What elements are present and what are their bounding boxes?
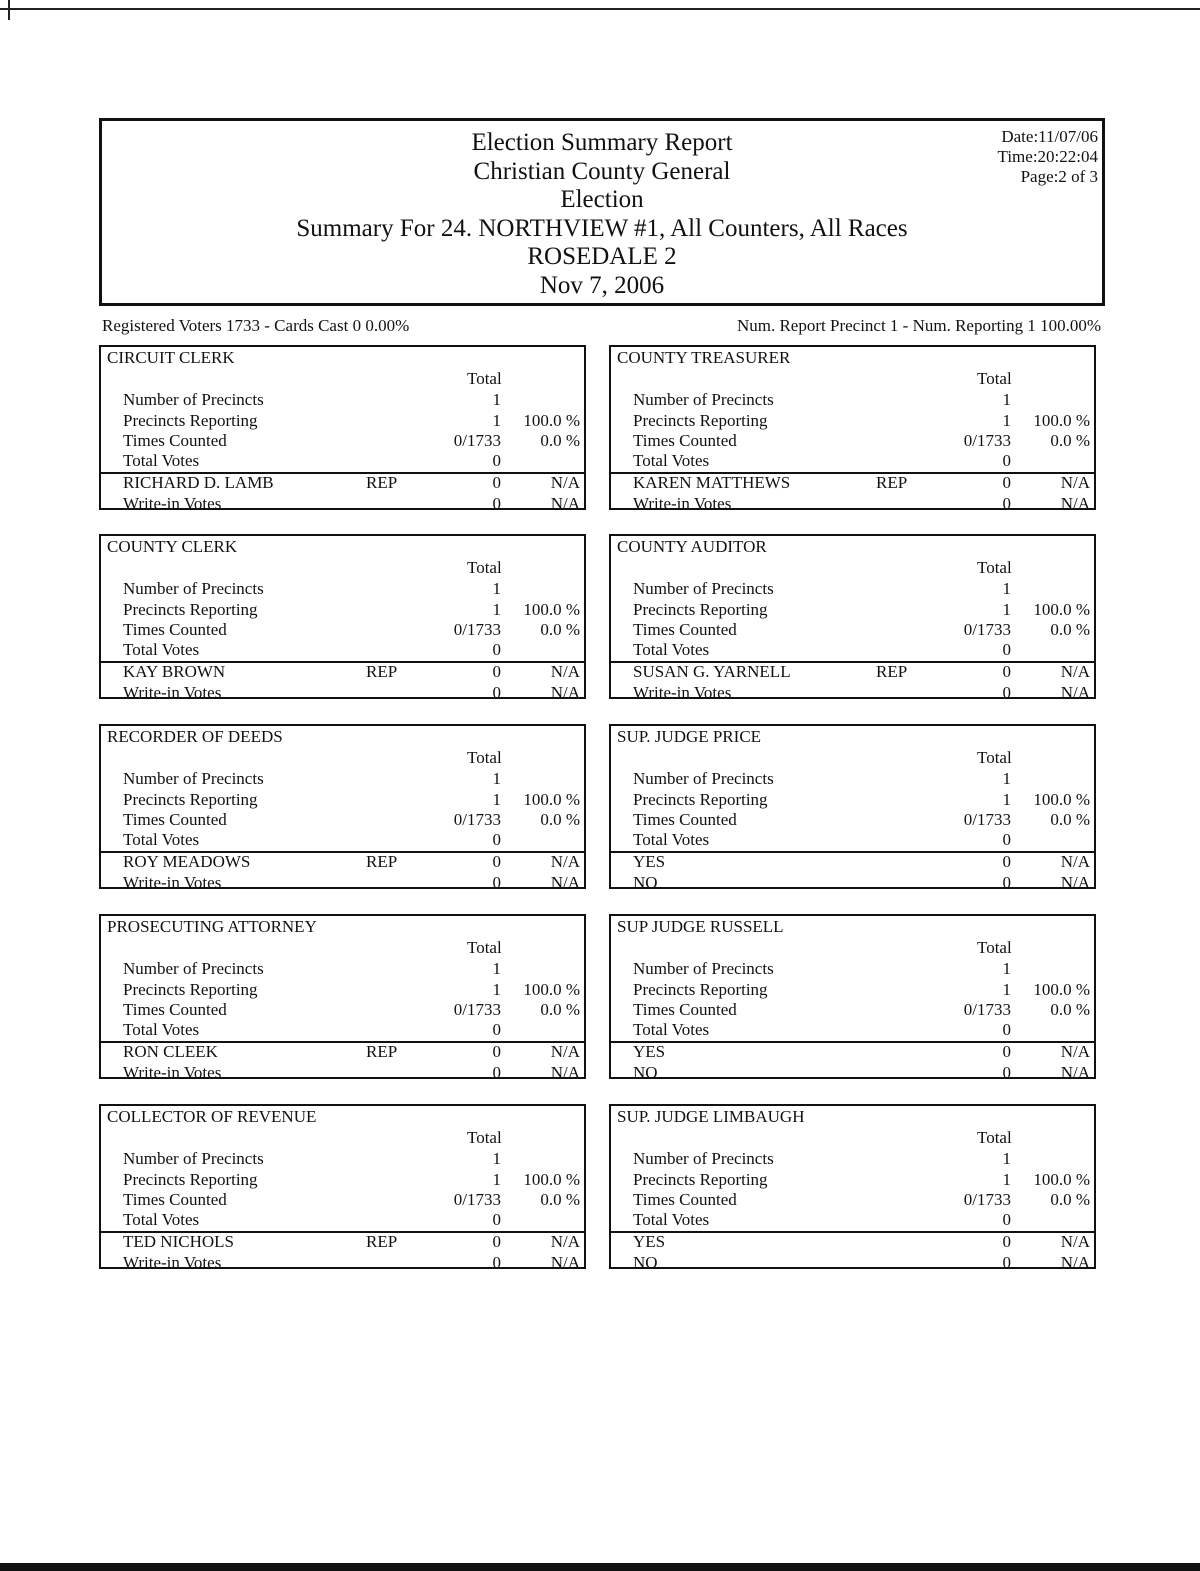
stat-value: 1 (1002, 411, 1011, 430)
stat-percent: 100.0 % (523, 980, 580, 999)
choice-name: RICHARD D. LAMB (123, 473, 274, 492)
title-line: ROSEDALE 2 (527, 243, 677, 271)
choice-party: REP (366, 473, 398, 492)
choice-row (101, 1042, 584, 1062)
stat-label: Times Counted (123, 620, 227, 639)
choice-percent: N/A (1060, 1253, 1090, 1272)
stat-percent: 0.0 % (1050, 620, 1090, 639)
choice-name: SUSAN G. YARNELL (633, 662, 791, 681)
stat-value: 1 (1002, 769, 1011, 788)
stat-value: 1 (492, 790, 501, 809)
choice-party: REP (876, 473, 908, 492)
stat-label: Precincts Reporting (633, 411, 768, 430)
total-column-header: Total (467, 369, 502, 388)
choice-row (101, 873, 584, 893)
choice-percent: N/A (550, 1063, 580, 1082)
report-time: Time:20:22:04 (997, 147, 1098, 166)
race-title: COUNTY CLERK (107, 537, 238, 556)
race-title: SUP. JUDGE PRICE (617, 727, 762, 746)
stat-label: Number of Precincts (123, 769, 264, 788)
stat-label: Number of Precincts (633, 579, 774, 598)
choice-row (101, 1253, 584, 1273)
stat-value: 1 (1002, 980, 1011, 999)
choice-votes: 0 (1002, 1042, 1011, 1061)
choice-name: NO (633, 873, 658, 892)
stat-row (611, 980, 1094, 1000)
total-column-header: Total (977, 1128, 1012, 1147)
stat-row (101, 640, 584, 660)
stat-value: 0 (492, 451, 501, 470)
title-line: Nov 7, 2006 (539, 271, 665, 299)
choice-percent: N/A (550, 1042, 580, 1061)
choice-percent: N/A (550, 683, 580, 702)
choice-row (611, 662, 1094, 682)
total-column-header: Total (467, 938, 502, 957)
stat-label: Precincts Reporting (633, 790, 768, 809)
stat-value: 1 (492, 579, 501, 598)
total-column-header: Total (467, 1128, 502, 1147)
stat-label: Total Votes (633, 451, 710, 470)
choice-party: REP (876, 662, 908, 681)
stat-label: Total Votes (633, 640, 710, 659)
stat-percent: 0.0 % (1050, 431, 1090, 450)
choice-percent: N/A (1060, 683, 1090, 702)
scan-edge-left (8, 0, 10, 20)
choice-name: YES (633, 1042, 666, 1061)
choice-name: Write-in Votes (633, 683, 732, 702)
choice-name: TED NICHOLS (123, 1232, 234, 1251)
choice-name: KAREN MATTHEWS (633, 473, 791, 492)
stat-row (101, 1020, 584, 1040)
stat-value: 1 (1002, 1149, 1011, 1168)
stat-percent: 0.0 % (540, 810, 580, 829)
stat-value: 1 (1002, 600, 1011, 619)
total-column-header: Total (467, 558, 502, 577)
report-title-block (102, 129, 1102, 301)
choice-votes: 0 (1002, 1232, 1011, 1251)
stat-row (101, 1210, 584, 1230)
choice-percent: N/A (1060, 1232, 1090, 1251)
choice-percent: N/A (1060, 1063, 1090, 1082)
stat-label: Times Counted (633, 1190, 737, 1209)
stat-row (101, 1190, 584, 1210)
stat-label: Times Counted (123, 431, 227, 450)
race-title: RECORDER OF DEEDS (107, 727, 283, 746)
title-line: Summary For 24. NORTHVIEW #1, All Counters, All Races (296, 214, 908, 242)
stat-label: Times Counted (633, 810, 737, 829)
stat-percent: 0.0 % (540, 431, 580, 450)
race-box (609, 724, 1096, 892)
stat-label: Times Counted (633, 620, 737, 639)
stat-label: Precincts Reporting (123, 980, 258, 999)
stat-row (101, 390, 584, 410)
stat-row (611, 431, 1094, 451)
choice-row (611, 852, 1094, 872)
race-title: COLLECTOR OF REVENUE (107, 1107, 317, 1126)
stat-percent: 0.0 % (540, 1000, 580, 1019)
choice-name: NO (633, 1253, 658, 1272)
choice-votes: 0 (1002, 473, 1011, 492)
choice-votes: 0 (1002, 873, 1011, 892)
race-title: SUP JUDGE RUSSELL (617, 917, 784, 936)
choice-percent: N/A (550, 1232, 580, 1251)
choice-votes: 0 (492, 662, 501, 681)
stat-row (611, 1000, 1094, 1020)
total-column-header: Total (977, 938, 1012, 957)
stat-row (101, 620, 584, 640)
choice-percent: N/A (1060, 852, 1090, 871)
stat-value: 0 (492, 640, 501, 659)
stat-label: Times Counted (123, 1190, 227, 1209)
race-box (99, 724, 586, 892)
stat-row (101, 959, 584, 979)
stat-row (611, 411, 1094, 431)
report-page: Page:2 of 3 (1020, 167, 1098, 186)
stat-row (101, 1149, 584, 1169)
choice-name: YES (633, 852, 666, 871)
choice-row (611, 1063, 1094, 1083)
choice-row (611, 1042, 1094, 1062)
stat-label: Precincts Reporting (123, 790, 258, 809)
choice-name: Write-in Votes (123, 494, 222, 513)
stat-label: Precincts Reporting (123, 411, 258, 430)
stat-label: Number of Precincts (633, 1149, 774, 1168)
race-title: CIRCUIT CLERK (107, 348, 235, 367)
stat-row (101, 431, 584, 451)
stat-value: 0/1733 (453, 810, 501, 829)
stat-row (101, 451, 584, 471)
choice-name: NO (633, 1063, 658, 1082)
stat-row (611, 790, 1094, 810)
stat-value: 1 (1002, 959, 1011, 978)
choice-votes: 0 (492, 1232, 501, 1251)
choice-votes: 0 (492, 852, 501, 871)
total-column-header: Total (467, 748, 502, 767)
choice-name: Write-in Votes (123, 1253, 222, 1272)
stat-percent: 0.0 % (1050, 1000, 1090, 1019)
report-meta (998, 127, 1098, 187)
choice-percent: N/A (550, 873, 580, 892)
scan-edge-bottom (0, 1563, 1200, 1571)
report-header (99, 118, 1105, 306)
stat-value: 0 (1002, 830, 1011, 849)
stat-label: Total Votes (123, 1210, 200, 1229)
choice-name: YES (633, 1232, 666, 1251)
choice-name: Write-in Votes (123, 873, 222, 892)
stat-row (611, 1190, 1094, 1210)
choice-row (611, 683, 1094, 703)
stat-percent: 100.0 % (523, 1170, 580, 1189)
stat-value: 1 (492, 1170, 501, 1189)
stat-percent: 0.0 % (1050, 810, 1090, 829)
stat-percent: 100.0 % (1033, 790, 1090, 809)
choice-votes: 0 (492, 1042, 501, 1061)
stat-row (611, 451, 1094, 471)
stat-percent: 100.0 % (523, 790, 580, 809)
stat-percent: 0.0 % (1050, 1190, 1090, 1209)
choice-percent: N/A (550, 852, 580, 871)
stat-percent: 100.0 % (1033, 411, 1090, 430)
choice-percent: N/A (550, 1253, 580, 1272)
stat-row (611, 810, 1094, 830)
stat-label: Precincts Reporting (123, 1170, 258, 1189)
stat-row (101, 810, 584, 830)
stat-value: 0 (492, 1020, 501, 1039)
title-line: Election Summary Report (471, 129, 733, 156)
stat-row (611, 769, 1094, 789)
choice-votes: 0 (1002, 683, 1011, 702)
stat-row (101, 1000, 584, 1020)
choice-percent: N/A (1060, 1042, 1090, 1061)
stat-value: 0/1733 (453, 1000, 501, 1019)
stat-value: 0/1733 (453, 620, 501, 639)
race-title: COUNTY TREASURER (617, 348, 791, 367)
stat-value: 1 (1002, 579, 1011, 598)
stat-value: 0/1733 (963, 431, 1011, 450)
registered-voters-summary: Registered Voters 1733 - Cards Cast 0 0.00% (102, 316, 410, 335)
choice-votes: 0 (492, 473, 501, 492)
stat-row (101, 769, 584, 789)
stat-value: 0/1733 (963, 1190, 1011, 1209)
stat-value: 0/1733 (963, 810, 1011, 829)
stat-row (101, 1170, 584, 1190)
race-title: SUP. JUDGE LIMBAUGH (617, 1107, 805, 1126)
report-date: Date:11/07/06 (1001, 127, 1098, 146)
stat-label: Number of Precincts (123, 390, 264, 409)
stat-label: Times Counted (123, 1000, 227, 1019)
precinct-reporting-summary: Num. Report Precinct 1 - Num. Reporting 1 100.00% (736, 316, 1101, 335)
stat-row (611, 600, 1094, 620)
choice-votes: 0 (1002, 1063, 1011, 1082)
stat-row (611, 390, 1094, 410)
choice-row (101, 494, 584, 514)
stat-label: Precincts Reporting (123, 600, 258, 619)
choice-votes: 0 (1002, 494, 1011, 513)
choice-party: REP (366, 662, 398, 681)
stat-label: Total Votes (123, 1020, 200, 1039)
stat-label: Times Counted (633, 431, 737, 450)
title-line: Christian County General (473, 157, 731, 185)
choice-row (101, 473, 584, 493)
stat-row (611, 1170, 1094, 1190)
choice-name: Write-in Votes (123, 683, 222, 702)
total-column-header: Total (977, 369, 1012, 388)
race-box (609, 1104, 1096, 1272)
stat-value: 1 (1002, 390, 1011, 409)
choice-party: REP (366, 1042, 398, 1061)
stat-label: Times Counted (633, 1000, 737, 1019)
stat-percent: 100.0 % (1033, 980, 1090, 999)
choice-percent: N/A (1060, 494, 1090, 513)
choice-party: REP (366, 1232, 398, 1251)
stat-percent: 0.0 % (540, 620, 580, 639)
race-box (609, 914, 1096, 1082)
choice-votes: 0 (492, 494, 501, 513)
choice-name: KAY BROWN (123, 662, 226, 681)
race-box (609, 345, 1096, 513)
stat-percent: 100.0 % (1033, 1170, 1090, 1189)
title-line: Election (560, 186, 644, 214)
choice-name: Write-in Votes (123, 1063, 222, 1082)
stat-label: Precincts Reporting (633, 980, 768, 999)
stat-value: 1 (492, 1149, 501, 1168)
choice-votes: 0 (1002, 1253, 1011, 1272)
race-box (99, 534, 586, 702)
stat-row (611, 830, 1094, 850)
choice-percent: N/A (1060, 873, 1090, 892)
stat-row (611, 579, 1094, 599)
stat-label: Total Votes (123, 830, 200, 849)
choice-votes: 0 (492, 683, 501, 702)
stat-value: 1 (492, 980, 501, 999)
stat-label: Times Counted (123, 810, 227, 829)
choice-row (611, 1232, 1094, 1252)
stat-label: Number of Precincts (633, 959, 774, 978)
choice-votes: 0 (492, 1253, 501, 1272)
stat-value: 0 (1002, 1020, 1011, 1039)
stat-row (101, 579, 584, 599)
stat-value: 0/1733 (453, 431, 501, 450)
choice-row (611, 494, 1094, 514)
stat-value: 0 (1002, 1210, 1011, 1229)
stat-label: Number of Precincts (633, 769, 774, 788)
stat-value: 1 (492, 769, 501, 788)
choice-row (101, 1232, 584, 1252)
stat-label: Precincts Reporting (633, 1170, 768, 1189)
stat-row (611, 1149, 1094, 1169)
race-box (99, 914, 586, 1082)
choice-party: REP (366, 852, 398, 871)
choice-percent: N/A (550, 494, 580, 513)
scan-edge-top (0, 8, 1200, 10)
stat-label: Total Votes (123, 640, 200, 659)
stat-row (101, 600, 584, 620)
race-title: COUNTY AUDITOR (617, 537, 767, 556)
stat-label: Total Votes (633, 1020, 710, 1039)
stat-percent: 0.0 % (540, 1190, 580, 1209)
choice-percent: N/A (550, 473, 580, 492)
stat-row (101, 980, 584, 1000)
choice-row (611, 873, 1094, 893)
stat-row (101, 411, 584, 431)
choice-row (611, 473, 1094, 493)
stat-percent: 100.0 % (1033, 600, 1090, 619)
stat-row (101, 790, 584, 810)
stat-value: 1 (492, 959, 501, 978)
stat-label: Number of Precincts (123, 579, 264, 598)
choice-name: RON CLEEK (123, 1042, 218, 1061)
stat-label: Number of Precincts (123, 1149, 264, 1168)
race-title: PROSECUTING ATTORNEY (107, 917, 317, 936)
choice-votes: 0 (492, 1063, 501, 1082)
stat-value: 0 (1002, 451, 1011, 470)
stat-label: Number of Precincts (123, 959, 264, 978)
stat-label: Total Votes (123, 451, 200, 470)
stat-row (611, 640, 1094, 660)
stat-value: 0/1733 (963, 1000, 1011, 1019)
stat-value: 1 (492, 390, 501, 409)
stat-row (611, 959, 1094, 979)
choice-name: ROY MEADOWS (123, 852, 251, 871)
choice-votes: 0 (1002, 662, 1011, 681)
stat-value: 0/1733 (453, 1190, 501, 1209)
choice-votes: 0 (1002, 852, 1011, 871)
stat-value: 0 (492, 1210, 501, 1229)
choice-row (101, 662, 584, 682)
choice-percent: N/A (550, 662, 580, 681)
race-box (99, 1104, 586, 1272)
choice-percent: N/A (1060, 473, 1090, 492)
stat-row (611, 1210, 1094, 1230)
choice-row (101, 1063, 584, 1083)
choice-percent: N/A (1060, 662, 1090, 681)
total-column-header: Total (977, 748, 1012, 767)
stat-value: 1 (492, 411, 501, 430)
stat-value: 1 (492, 600, 501, 619)
stat-value: 0 (1002, 640, 1011, 659)
choice-votes: 0 (492, 873, 501, 892)
stat-value: 0/1733 (963, 620, 1011, 639)
stat-row (101, 830, 584, 850)
stat-label: Precincts Reporting (633, 600, 768, 619)
choice-row (611, 1253, 1094, 1273)
stat-percent: 100.0 % (523, 600, 580, 619)
stat-row (611, 620, 1094, 640)
race-box (609, 534, 1096, 702)
stat-value: 1 (1002, 1170, 1011, 1189)
choice-row (101, 683, 584, 703)
choice-name: Write-in Votes (633, 494, 732, 513)
stat-value: 0 (492, 830, 501, 849)
choice-row (101, 852, 584, 872)
stat-label: Total Votes (633, 1210, 710, 1229)
stat-percent: 100.0 % (523, 411, 580, 430)
race-box (99, 345, 586, 513)
total-column-header: Total (977, 558, 1012, 577)
stat-label: Total Votes (633, 830, 710, 849)
stat-row (611, 1020, 1094, 1040)
stat-value: 1 (1002, 790, 1011, 809)
stat-label: Number of Precincts (633, 390, 774, 409)
